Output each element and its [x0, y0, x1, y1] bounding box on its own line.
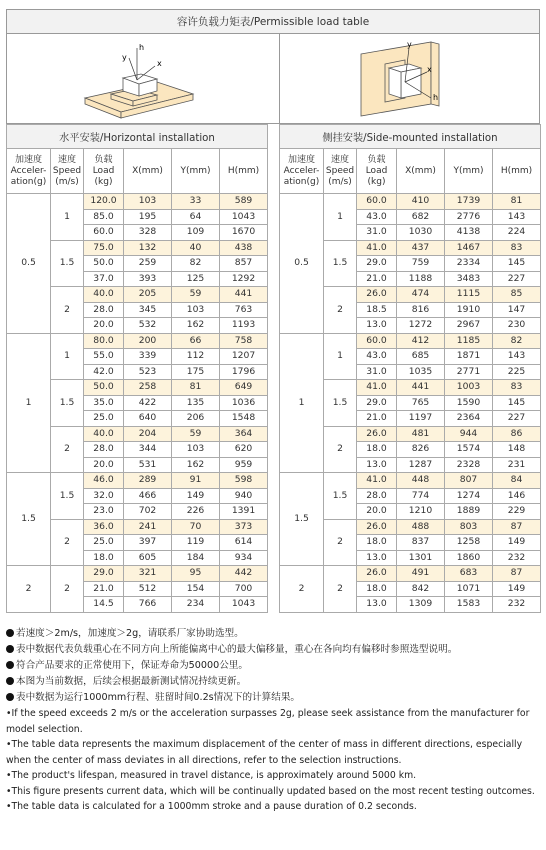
y-cell: 175 [172, 364, 220, 380]
load-cell: 25.0 [84, 411, 124, 427]
header-y: Y(mm) [172, 149, 220, 194]
y-cell: 683 [445, 566, 493, 582]
acceleration-cell: 2 [280, 566, 324, 613]
note-en-1: •If the speed exceeds 2 m/s or the acceleration surpasses 2g, please seek assistance from the manufacturer for model selection. [6, 708, 530, 735]
speed-cell: 2 [324, 566, 357, 613]
x-cell: 481 [397, 426, 445, 442]
y-cell: 1115 [445, 287, 493, 303]
h-cell: 598 [220, 473, 268, 489]
header-h: H(mm) [493, 149, 541, 194]
x-cell: 816 [397, 302, 445, 318]
y-cell: 803 [445, 519, 493, 535]
h-cell: 1193 [220, 318, 268, 334]
acceleration-cell: 1.5 [7, 473, 51, 566]
y-cell: 1185 [445, 333, 493, 349]
speed-cell: 1.5 [51, 240, 84, 287]
x-cell: 344 [124, 442, 172, 458]
note-en-4: •This figure presents current data, which will be continually updated based on the most recent testing outcomes. [6, 785, 535, 797]
load-cell: 21.0 [357, 411, 397, 427]
speed-cell: 1.5 [324, 473, 357, 520]
x-cell: 1188 [397, 271, 445, 287]
x-cell: 393 [124, 271, 172, 287]
h-cell: 81 [493, 194, 541, 210]
load-cell: 18.5 [357, 302, 397, 318]
y-cell: 135 [172, 395, 220, 411]
y-cell: 234 [172, 597, 220, 613]
header-x: X(mm) [397, 149, 445, 194]
load-cell: 20.0 [84, 457, 124, 473]
table-row [280, 333, 541, 349]
x-cell: 200 [124, 333, 172, 349]
bullet-icon [6, 677, 14, 685]
x-cell: 103 [124, 194, 172, 210]
speed-cell: 1 [324, 333, 357, 380]
load-cell: 37.0 [84, 271, 124, 287]
h-cell: 145 [493, 395, 541, 411]
h-cell: 224 [493, 225, 541, 241]
x-cell: 491 [397, 566, 445, 582]
load-cell: 41.0 [357, 473, 397, 489]
load-cell: 25.0 [84, 535, 124, 551]
y-cell: 1739 [445, 194, 493, 210]
x-cell: 512 [124, 581, 172, 597]
x-cell: 1309 [397, 597, 445, 613]
y-cell: 125 [172, 271, 220, 287]
header-x: X(mm) [124, 149, 172, 194]
y-cell: 1071 [445, 581, 493, 597]
table-row [7, 333, 268, 349]
load-cell: 31.0 [357, 225, 397, 241]
h-cell: 649 [220, 380, 268, 396]
load-cell: 40.0 [84, 426, 124, 442]
h-cell: 230 [493, 318, 541, 334]
x-cell: 397 [124, 535, 172, 551]
y-cell: 2967 [445, 318, 493, 334]
load-cell: 26.0 [357, 519, 397, 535]
h-cell: 83 [493, 380, 541, 396]
h-cell: 145 [493, 256, 541, 272]
load-cell: 18.0 [357, 581, 397, 597]
h-cell: 146 [493, 488, 541, 504]
speed-cell: 1.5 [324, 380, 357, 427]
axis-label-h: h [139, 43, 145, 52]
h-cell: 147 [493, 302, 541, 318]
y-cell: 103 [172, 302, 220, 318]
h-cell: 86 [493, 426, 541, 442]
speed-cell: 1.5 [324, 240, 357, 287]
load-cell: 29.0 [357, 256, 397, 272]
x-cell: 531 [124, 457, 172, 473]
x-cell: 412 [397, 333, 445, 349]
h-cell: 143 [493, 349, 541, 365]
load-cell: 55.0 [84, 349, 124, 365]
load-cell: 18.0 [84, 550, 124, 566]
y-cell: 82 [172, 256, 220, 272]
h-cell: 87 [493, 519, 541, 535]
header-acceleration: 加速度 Acceler-ation(g) [280, 149, 324, 194]
speed-cell: 1.5 [51, 380, 84, 427]
x-cell: 241 [124, 519, 172, 535]
load-cell: 75.0 [84, 240, 124, 256]
x-cell: 448 [397, 473, 445, 489]
note-en-5: •The table data is calculated for a 1000mm stroke and a pause duration of 0.2 seconds. [6, 801, 417, 812]
speed-cell: 1 [324, 194, 357, 241]
x-cell: 523 [124, 364, 172, 380]
h-cell: 82 [493, 333, 541, 349]
load-cell: 41.0 [357, 240, 397, 256]
x-cell: 765 [397, 395, 445, 411]
h-cell: 143 [493, 209, 541, 225]
load-cell: 18.0 [357, 535, 397, 551]
load-cell: 13.0 [357, 457, 397, 473]
bullet-icon [6, 661, 14, 669]
x-cell: 328 [124, 225, 172, 241]
bullet-icon [6, 629, 14, 637]
y-cell: 112 [172, 349, 220, 365]
x-cell: 1272 [397, 318, 445, 334]
acceleration-cell: 1 [280, 333, 324, 473]
h-cell: 227 [493, 411, 541, 427]
y-cell: 206 [172, 411, 220, 427]
h-cell: 442 [220, 566, 268, 582]
y-cell: 70 [172, 519, 220, 535]
y-cell: 40 [172, 240, 220, 256]
load-cell: 28.0 [84, 442, 124, 458]
y-cell: 2771 [445, 364, 493, 380]
table-row [7, 566, 268, 582]
x-cell: 339 [124, 349, 172, 365]
x-cell: 466 [124, 488, 172, 504]
x-cell: 682 [397, 209, 445, 225]
note-cn-1: 若速度＞2m/s，加速度＞2g，请联系厂家协助选型。 [6, 626, 540, 642]
speed-cell: 2 [51, 566, 84, 613]
x-cell: 1030 [397, 225, 445, 241]
x-cell: 474 [397, 287, 445, 303]
side-mount-diagram [281, 34, 541, 123]
load-cell: 41.0 [357, 380, 397, 396]
x-cell: 532 [124, 318, 172, 334]
load-cell: 29.0 [357, 395, 397, 411]
horizontal-mount-diagram [7, 34, 271, 123]
table-title: 容许负载力矩表/Permissible load table [6, 9, 540, 33]
load-cell: 21.0 [84, 581, 124, 597]
bullet-icon [6, 645, 14, 653]
y-cell: 66 [172, 333, 220, 349]
side-axis-label-y: y [407, 40, 412, 49]
x-cell: 259 [124, 256, 172, 272]
x-cell: 766 [124, 597, 172, 613]
note-cn-3: 符合产品要求的正常使用下，保证寿命为50000公里。 [6, 658, 540, 674]
x-cell: 605 [124, 550, 172, 566]
x-cell: 774 [397, 488, 445, 504]
y-cell: 1467 [445, 240, 493, 256]
header-load: 负载 Load (kg) [357, 149, 397, 194]
load-cell: 26.0 [357, 566, 397, 582]
y-cell: 154 [172, 581, 220, 597]
axis-label-x: x [157, 59, 162, 68]
h-cell: 763 [220, 302, 268, 318]
x-cell: 837 [397, 535, 445, 551]
load-cell: 18.0 [357, 442, 397, 458]
y-cell: 4138 [445, 225, 493, 241]
note-en-2: •The table data represents the maximum displacement of the center of mass in different directions, especially when the center of mass deviates in all directions, refer to the selection instructions. [6, 739, 523, 766]
load-cell: 28.0 [357, 488, 397, 504]
speed-cell: 2 [51, 287, 84, 334]
note-en-3: •The product's lifespan, measured in travel distance, is approximately around 5000 km. [6, 770, 417, 781]
y-cell: 1590 [445, 395, 493, 411]
y-cell: 1258 [445, 535, 493, 551]
y-cell: 3483 [445, 271, 493, 287]
y-cell: 162 [172, 457, 220, 473]
y-cell: 226 [172, 504, 220, 520]
acceleration-cell: 2 [7, 566, 51, 613]
x-cell: 488 [397, 519, 445, 535]
x-cell: 640 [124, 411, 172, 427]
y-cell: 1274 [445, 488, 493, 504]
header-y: Y(mm) [445, 149, 493, 194]
load-cell: 85.0 [84, 209, 124, 225]
x-cell: 826 [397, 442, 445, 458]
side-table-body [280, 194, 541, 613]
h-cell: 227 [493, 271, 541, 287]
h-cell: 589 [220, 194, 268, 210]
x-cell: 132 [124, 240, 172, 256]
load-cell: 31.0 [357, 364, 397, 380]
y-cell: 1574 [445, 442, 493, 458]
h-cell: 940 [220, 488, 268, 504]
horizontal-section-title: 水平安装/Horizontal installation [7, 125, 268, 149]
h-cell: 373 [220, 519, 268, 535]
y-cell: 1910 [445, 302, 493, 318]
x-cell: 759 [397, 256, 445, 272]
load-cell: 35.0 [84, 395, 124, 411]
h-cell: 231 [493, 457, 541, 473]
h-cell: 148 [493, 442, 541, 458]
y-cell: 64 [172, 209, 220, 225]
y-cell: 149 [172, 488, 220, 504]
h-cell: 438 [220, 240, 268, 256]
x-cell: 205 [124, 287, 172, 303]
x-cell: 1197 [397, 411, 445, 427]
h-cell: 1043 [220, 597, 268, 613]
y-cell: 1003 [445, 380, 493, 396]
y-cell: 2364 [445, 411, 493, 427]
load-cell: 20.0 [357, 504, 397, 520]
load-cell: 23.0 [84, 504, 124, 520]
horizontal-panel [6, 124, 267, 613]
y-cell: 1871 [445, 349, 493, 365]
horizontal-table [6, 124, 268, 613]
y-cell: 2776 [445, 209, 493, 225]
h-cell: 934 [220, 550, 268, 566]
header-load: 负载 Load (kg) [84, 149, 124, 194]
h-cell: 84 [493, 473, 541, 489]
h-cell: 1043 [220, 209, 268, 225]
load-cell: 13.0 [357, 550, 397, 566]
acceleration-cell: 1 [7, 333, 51, 473]
h-cell: 620 [220, 442, 268, 458]
load-cell: 60.0 [357, 194, 397, 210]
load-cell: 60.0 [84, 225, 124, 241]
y-cell: 162 [172, 318, 220, 334]
x-cell: 321 [124, 566, 172, 582]
h-cell: 700 [220, 581, 268, 597]
h-cell: 1207 [220, 349, 268, 365]
h-cell: 1292 [220, 271, 268, 287]
y-cell: 59 [172, 426, 220, 442]
y-cell: 119 [172, 535, 220, 551]
y-cell: 2334 [445, 256, 493, 272]
speed-cell: 2 [51, 426, 84, 473]
h-cell: 149 [493, 535, 541, 551]
h-cell: 87 [493, 566, 541, 582]
h-cell: 758 [220, 333, 268, 349]
y-cell: 81 [172, 380, 220, 396]
x-cell: 441 [397, 380, 445, 396]
speed-cell: 1 [51, 194, 84, 241]
x-cell: 204 [124, 426, 172, 442]
x-cell: 702 [124, 504, 172, 520]
h-cell: 959 [220, 457, 268, 473]
speed-cell: 1 [51, 333, 84, 380]
x-cell: 1035 [397, 364, 445, 380]
x-cell: 289 [124, 473, 172, 489]
load-cell: 13.0 [357, 597, 397, 613]
load-cell: 43.0 [357, 209, 397, 225]
y-cell: 33 [172, 194, 220, 210]
load-cell: 21.0 [357, 271, 397, 287]
y-cell: 103 [172, 442, 220, 458]
load-cell: 32.0 [84, 488, 124, 504]
h-cell: 229 [493, 504, 541, 520]
header-speed: 速度 Speed (m/s) [324, 149, 357, 194]
header-acceleration: 加速度 Acceler-ation(g) [7, 149, 51, 194]
h-cell: 1796 [220, 364, 268, 380]
h-cell: 85 [493, 287, 541, 303]
y-cell: 1889 [445, 504, 493, 520]
table-row [7, 194, 268, 210]
x-cell: 1210 [397, 504, 445, 520]
notes-section [6, 626, 540, 815]
x-cell: 437 [397, 240, 445, 256]
x-cell: 1287 [397, 457, 445, 473]
speed-cell: 2 [324, 426, 357, 473]
note-cn-4: 本图为当前数据，后续会根据最新测试情况持续更新。 [6, 674, 540, 690]
load-cell: 28.0 [84, 302, 124, 318]
h-cell: 232 [493, 550, 541, 566]
speed-cell: 2 [324, 519, 357, 566]
h-cell: 364 [220, 426, 268, 442]
side-table [279, 124, 541, 613]
load-cell: 26.0 [357, 287, 397, 303]
y-cell: 91 [172, 473, 220, 489]
y-cell: 2328 [445, 457, 493, 473]
diagram-divider [279, 34, 280, 123]
header-h: H(mm) [220, 149, 268, 194]
y-cell: 807 [445, 473, 493, 489]
load-cell: 20.0 [84, 318, 124, 334]
load-cell: 60.0 [357, 333, 397, 349]
load-cell: 26.0 [357, 426, 397, 442]
diagram-area [6, 33, 540, 124]
h-cell: 83 [493, 240, 541, 256]
note-cn-2: 表中数据代表负载重心在不同方向上所能偏离中心的最大偏移量，重心在各向均有偏移时参照选型说明。 [6, 642, 540, 658]
load-cell: 42.0 [84, 364, 124, 380]
side-axis-label-x: x [427, 65, 432, 74]
h-cell: 441 [220, 287, 268, 303]
load-cell: 40.0 [84, 287, 124, 303]
bullet-icon [6, 693, 14, 701]
h-cell: 1391 [220, 504, 268, 520]
load-cell: 36.0 [84, 519, 124, 535]
table-row [280, 194, 541, 210]
h-cell: 1548 [220, 411, 268, 427]
h-cell: 857 [220, 256, 268, 272]
table-row [280, 566, 541, 582]
h-cell: 614 [220, 535, 268, 551]
h-cell: 1036 [220, 395, 268, 411]
table-row [280, 473, 541, 489]
x-cell: 422 [124, 395, 172, 411]
speed-cell: 2 [324, 287, 357, 334]
load-cell: 80.0 [84, 333, 124, 349]
load-cell: 46.0 [84, 473, 124, 489]
y-cell: 109 [172, 225, 220, 241]
acceleration-cell: 0.5 [7, 194, 51, 334]
y-cell: 944 [445, 426, 493, 442]
y-cell: 1583 [445, 597, 493, 613]
load-cell: 43.0 [357, 349, 397, 365]
side-panel [279, 124, 540, 613]
side-axis-label-h: h [433, 93, 439, 102]
x-cell: 410 [397, 194, 445, 210]
h-cell: 149 [493, 581, 541, 597]
x-cell: 258 [124, 380, 172, 396]
y-cell: 184 [172, 550, 220, 566]
h-cell: 232 [493, 597, 541, 613]
acceleration-cell: 1.5 [280, 473, 324, 566]
y-cell: 1860 [445, 550, 493, 566]
speed-cell: 1.5 [51, 473, 84, 520]
header-speed: 速度 Speed (m/s) [51, 149, 84, 194]
h-cell: 1670 [220, 225, 268, 241]
acceleration-cell: 0.5 [280, 194, 324, 334]
x-cell: 195 [124, 209, 172, 225]
y-cell: 95 [172, 566, 220, 582]
x-cell: 842 [397, 581, 445, 597]
speed-cell: 2 [51, 519, 84, 566]
y-cell: 59 [172, 287, 220, 303]
load-cell: 13.0 [357, 318, 397, 334]
table-row [7, 473, 268, 489]
load-cell: 120.0 [84, 194, 124, 210]
x-cell: 1301 [397, 550, 445, 566]
load-cell: 14.5 [84, 597, 124, 613]
load-cell: 50.0 [84, 256, 124, 272]
x-cell: 345 [124, 302, 172, 318]
note-cn-5: 表中数据为运行1000mm行程、驻留时间0.2s情况下的计算结果。 [6, 690, 540, 706]
axis-label-y: y [122, 53, 127, 62]
side-section-title: 侧挂安装/Side-mounted installation [280, 125, 541, 149]
load-cell: 50.0 [84, 380, 124, 396]
h-cell: 225 [493, 364, 541, 380]
horizontal-table-body [7, 194, 268, 613]
load-cell: 29.0 [84, 566, 124, 582]
x-cell: 685 [397, 349, 445, 365]
